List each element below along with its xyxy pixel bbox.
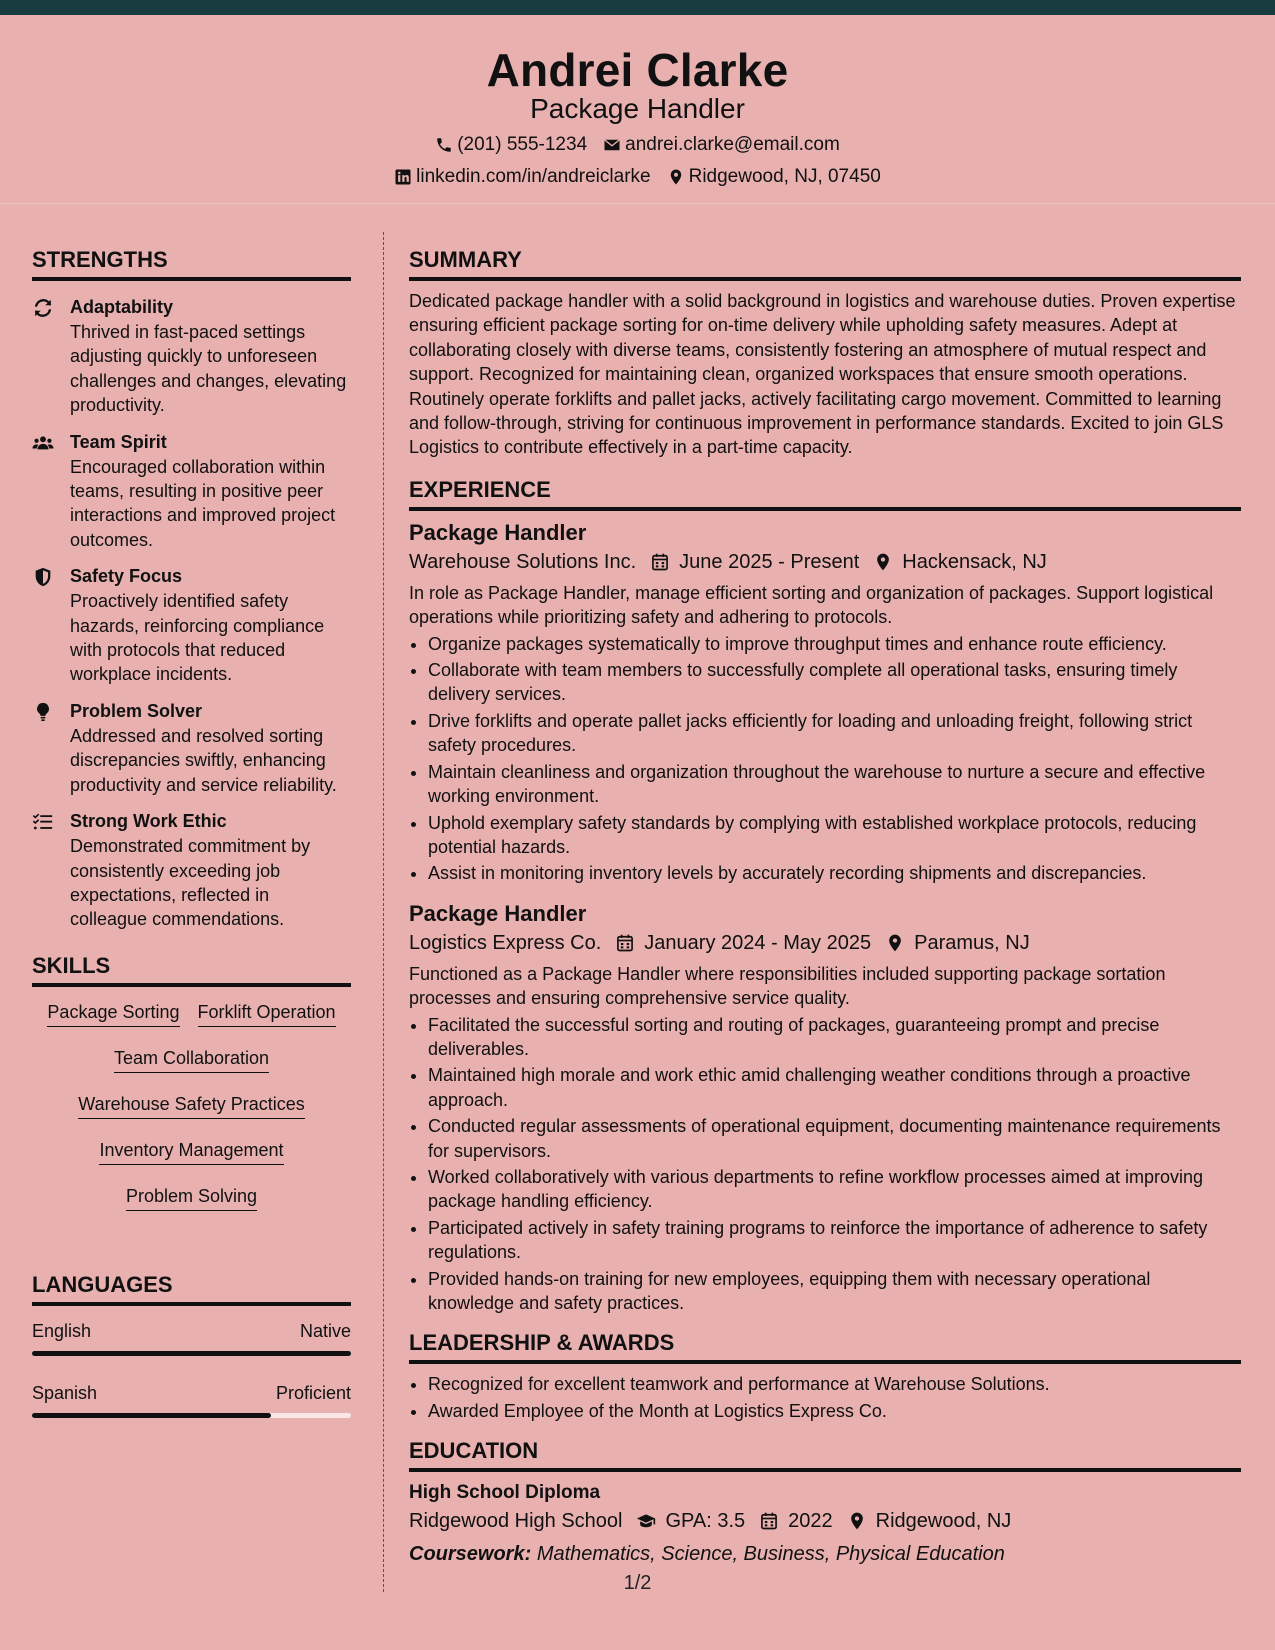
language-row <box>32 1320 351 1342</box>
job-bullet: • Provided hands-on training for new employees, equipping them with necessary operational knowledge and safety practices. <box>428 1267 1241 1316</box>
strength-title: Problem Solver <box>70 700 203 721</box>
contact-row-1 <box>0 133 1275 157</box>
checklist-icon <box>32 811 54 833</box>
skill-tag: Problem Solving <box>126 1185 257 1211</box>
language-row <box>32 1382 351 1404</box>
location-pin-icon <box>873 552 893 572</box>
email-text: andrei.clarke@email.com <box>625 134 840 155</box>
experience-section <box>409 476 1241 1316</box>
skill-tag: Package Sorting <box>47 1001 179 1027</box>
job-bullet: • Participated actively in safety training programs to reinforce the importance of adherence to safety regulations. <box>428 1216 1241 1265</box>
job-bullet: • Drive forklifts and operate pallet jacks efficiently for loading and unloading freight, following strict safety procedures. <box>428 709 1241 758</box>
education-section <box>409 1437 1241 1568</box>
language-proficiency-bar <box>32 1351 351 1356</box>
gpa-text: GPA: 3.5 <box>665 1510 746 1533</box>
job-meta <box>409 928 1241 958</box>
linkedin-text: linkedin.com/in/andreiclarke <box>416 166 651 187</box>
job-bullets <box>409 632 1241 886</box>
strengths-section <box>32 246 351 932</box>
award-item: • Recognized for excellent teamwork and performance at Warehouse Solutions. <box>428 1372 1241 1396</box>
strength-desc: Addressed and resolved sorting discrepancies swiftly, enhancing productivity and service reliability. <box>70 725 337 795</box>
summary-text: Dedicated package handler with a solid background in logistics and warehouse duties. Proven expertise ensuring efficient package sorting for on-time delivery while upholding safety measures. Adept at collaborating closely with diverse teams, consistently fostering an atmosphere of mutual respect and support. Recognized for maintaining clean, organized workspaces that ensure smooth operations. Routinely operate forklifts and pallet jacks, actively facilitating cargo movement. Committed to learning and follow-through, striving for continuous improvement in performance standards. Excited to join GLS Logistics to contribute effectively in a part-time capacity. <box>409 291 1236 458</box>
award-item: • Awarded Employee of the Month at Logistics Express Co. <box>428 1399 1241 1423</box>
language-proficiency-fill <box>32 1351 351 1356</box>
skills-section <box>32 952 351 1231</box>
contact-row-2 <box>0 165 1275 189</box>
job-company: Logistics Express Co. <box>409 931 602 954</box>
skills-list <box>32 1001 351 1231</box>
strength-item <box>32 564 351 687</box>
lightbulb-icon <box>32 701 54 723</box>
calendar-icon <box>615 933 635 953</box>
location-pin-icon <box>847 1511 867 1531</box>
phone-text: (201) 555-1234 <box>457 134 588 155</box>
job-title: Package Handler <box>409 519 587 545</box>
job-dates: January 2024 - May 2025 <box>644 931 872 954</box>
strength-desc: Thrived in fast-paced settings adjusting quickly to unforeseen challenges and changes, elevating productivity. <box>70 322 347 416</box>
strength-desc: Demonstrated commitment by consistently exceeding job expectations, reflected in colleague commendations. <box>70 836 311 930</box>
resume-header <box>0 15 1275 204</box>
languages-section <box>32 1271 351 1418</box>
strength-item <box>32 430 351 553</box>
education-year: 2022 <box>788 1510 833 1533</box>
right-column <box>409 246 1241 1568</box>
job-bullet: • Conducted regular assessments of operational equipment, documenting maintenance requirements for supervisors. <box>428 1114 1241 1163</box>
strength-item <box>32 809 351 932</box>
awards-section <box>409 1329 1241 1423</box>
coursework-text: Mathematics, Science, Business, Physical Education <box>536 1543 1005 1566</box>
email-icon <box>603 136 621 154</box>
skill-tag: Warehouse Safety Practices <box>78 1093 304 1119</box>
job-bullets <box>409 1013 1241 1316</box>
candidate-name: Andrei Clarke <box>486 44 789 96</box>
refresh-icon <box>32 297 54 319</box>
education-heading: EDUCATION <box>409 1437 1241 1472</box>
summary-section <box>409 246 1241 460</box>
linkedin-icon <box>394 168 412 186</box>
job-bullet: • Organize packages systematically to improve throughput times and enhance route efficiency. <box>428 632 1241 656</box>
strengths-heading: STRENGTHS <box>32 246 351 281</box>
calendar-icon <box>759 1511 779 1531</box>
awards-heading: LEADERSHIP & AWARDS <box>409 1329 1241 1364</box>
job-bullet: • Assist in monitoring inventory levels by accurately recording shipments and discrepancies. <box>428 861 1241 885</box>
experience-heading: EXPERIENCE <box>409 476 1241 511</box>
phone-contact[interactable] <box>435 133 587 157</box>
job-description: Functioned as a Package Handler where responsibilities included supporting package sortation processes and ensuring comprehensive service quality. <box>409 963 1166 1009</box>
email-contact[interactable] <box>603 133 840 157</box>
candidate-title: Package Handler <box>530 93 745 124</box>
job-meta <box>409 547 1241 577</box>
page-number: 1/2 <box>623 1572 652 1594</box>
coursework <box>409 1540 1241 1568</box>
column-divider <box>383 232 384 1592</box>
calendar-icon <box>650 552 670 572</box>
job-bullet: • Uphold exemplary safety standards by complying with established workplace protocols, reducing potential hazards. <box>428 811 1241 860</box>
job-entry <box>409 519 1241 886</box>
graduation-cap-icon <box>636 1511 656 1531</box>
job-title: Package Handler <box>409 900 587 926</box>
education-meta <box>409 1506 1241 1536</box>
location-text: Ridgewood, NJ, 07450 <box>688 166 881 187</box>
languages-heading: LANGUAGES <box>32 1271 351 1306</box>
degree-title: High School Diploma <box>409 1482 601 1504</box>
strength-title: Adaptability <box>70 297 174 317</box>
language-level: Proficient <box>275 1382 351 1403</box>
language-proficiency-bar <box>32 1413 351 1418</box>
top-accent-bar <box>0 0 1275 15</box>
strength-title: Strong Work Ethic <box>70 811 227 832</box>
job-location: Hackensack, NJ <box>902 550 1047 573</box>
job-bullet: • Facilitated the successful sorting and routing of packages, guaranteeing prompt and precise deliverables. <box>428 1013 1241 1062</box>
language-name: English <box>32 1320 92 1341</box>
job-bullet: • Worked collaboratively with various departments to refine workflow processes aimed at improving package handling efficiency. <box>428 1165 1241 1214</box>
school-name: Ridgewood High School <box>409 1510 623 1533</box>
job-company: Warehouse Solutions Inc. <box>409 550 637 573</box>
education-location: Ridgewood, NJ <box>875 1510 1012 1533</box>
strength-item <box>32 699 351 797</box>
job-bullet: • Maintain cleanliness and organization throughout the warehouse to nurture a secure and effective working environment. <box>428 760 1241 809</box>
strength-desc: Encouraged collaboration within teams, resulting in positive peer interactions and improved project outcomes. <box>70 456 336 550</box>
strength-title: Safety Focus <box>70 566 183 587</box>
users-icon <box>32 432 54 454</box>
job-bullet: • Maintained high morale and work ethic amid challenging weather conditions through a proactive approach. <box>428 1063 1241 1112</box>
job-dates: June 2025 - Present <box>679 550 860 573</box>
job-description: In role as Package Handler, manage efficient sorting and organization of packages. Support logistical operations while prioritizing safety and adhering to protocols. <box>409 582 1214 628</box>
strength-desc: Proactively identified safety hazards, reinforcing compliance with protocols that reduced workplace incidents. <box>70 591 325 685</box>
skills-heading: SKILLS <box>32 952 351 987</box>
skill-tag: Inventory Management <box>99 1139 283 1165</box>
coursework-label: Coursework: <box>409 1543 532 1566</box>
strength-item <box>32 295 351 418</box>
location-contact <box>667 165 881 189</box>
language-level: Native <box>299 1320 351 1341</box>
job-location: Paramus, NJ <box>914 931 1030 954</box>
shield-icon <box>32 566 54 588</box>
language-proficiency-fill <box>32 1413 271 1418</box>
linkedin-contact[interactable] <box>394 165 650 189</box>
language-name: Spanish <box>32 1382 98 1403</box>
skill-tag: Forklift Operation <box>198 1001 336 1027</box>
summary-heading: SUMMARY <box>409 246 1241 281</box>
skill-tag: Team Collaboration <box>114 1047 269 1073</box>
location-pin-icon <box>885 933 905 953</box>
left-column <box>32 246 351 1444</box>
job-bullet: • Collaborate with team members to successfully complete all operational tasks, ensuring timely delivery services. <box>428 658 1241 707</box>
phone-icon <box>435 136 453 154</box>
awards-list <box>409 1372 1241 1423</box>
location-pin-icon <box>667 168 685 186</box>
job-entry <box>409 900 1241 1316</box>
strength-title: Team Spirit <box>70 431 167 452</box>
